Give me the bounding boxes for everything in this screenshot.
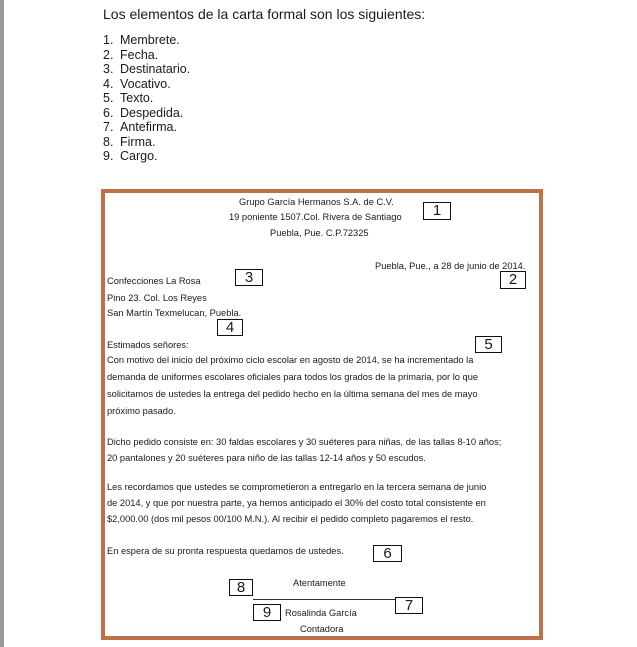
list-item: 9. Cargo. — [103, 149, 158, 163]
body-paragraph-line: solicitamos de ustedes la entrega del pedido hecho en la última semana del mes de mayo — [107, 389, 478, 399]
letterhead-address: 19 poniente 1507.Col. Rivera de Santiago — [229, 212, 402, 222]
page-left-rule — [0, 0, 4, 647]
letterhead-company: Grupo García Hermanos S.A. de C.V. — [239, 197, 394, 207]
signer-name: Rosalinda García — [285, 608, 357, 618]
marker-box-date: 2 — [500, 271, 526, 289]
marker-box-text: 5 — [475, 336, 502, 353]
letterhead-city: Puebla, Pue. C.P.72325 — [270, 228, 369, 238]
body-paragraph-line: Les recordamos que ustedes se comprometieron a entregarlo en la tercera semana de junio — [107, 482, 487, 492]
body-paragraph-line: demanda de uniformes escolares oficiales para todos los grados de la primaria, por lo que — [107, 372, 479, 382]
list-item: 6. Despedida. — [103, 105, 184, 120]
list-item: 7. Antefirma. — [103, 120, 177, 134]
marker-box-recipient: 3 — [235, 269, 263, 286]
marker-box-salutation: 4 — [217, 319, 243, 336]
signer-position: Contadora — [300, 624, 344, 634]
elements-list — [103, 33, 190, 164]
letter-date: Puebla, Pue., a 28 de junio de 2014. — [375, 261, 526, 271]
recipient-street: Pino 23. Col. Los Reyes — [107, 293, 207, 303]
salutation: Estimados señores: — [107, 340, 189, 350]
list-item: 1. Membrete. — [103, 33, 180, 47]
list-item: 8. Firma. — [103, 134, 156, 149]
intro-text: Los elementos de la carta formal son los siguientes: — [103, 6, 426, 22]
list-item: 4. Vocativo. — [103, 76, 171, 91]
list-item: 3. Destinatario. — [103, 62, 191, 76]
marker-box-closing-formula: 7 — [395, 597, 423, 614]
recipient-name: Confecciones La Rosa — [107, 276, 201, 286]
recipient-city: San Martín Texmelucan, Puebla. — [107, 308, 242, 318]
list-item: 5. Texto. — [103, 91, 154, 105]
farewell: Atentamente — [293, 578, 346, 588]
marker-box-farewell: 6 — [373, 545, 402, 562]
body-paragraph-line: próximo pasado. — [107, 406, 176, 416]
body-paragraph-line: 20 pantalones y 20 suéteres para niño de las tallas 12-14 años y 50 escudos. — [107, 453, 426, 463]
signature-line — [253, 599, 395, 600]
marker-box-position: 9 — [253, 604, 281, 621]
body-paragraph-line: Con motivo del inicio del próximo ciclo escolar en agosto de 2014, se ha incrementado la — [107, 355, 474, 365]
closing-line: En espera de su pronta respuesta quedamos de ustedes. — [107, 546, 344, 556]
marker-box-letterhead: 1 — [423, 202, 451, 220]
body-paragraph-line: de 2014, y que por nuestra parte, ya hemos anticipado el 30% del costo total consistente en — [107, 498, 486, 508]
formal-letter — [101, 189, 543, 640]
marker-box-signature: 8 — [229, 579, 253, 596]
body-paragraph-line: Dicho pedido consiste en: 30 faldas escolares y 30 suéteres para niñas, de las tallas 8-10 años; — [107, 437, 502, 447]
body-paragraph-line: $2,000.00 (dos mil pesos 00/100 M.N.). Al recibir el pedido completo pagaremos el resto. — [107, 514, 474, 524]
list-item: 2. Fecha. — [103, 47, 159, 62]
